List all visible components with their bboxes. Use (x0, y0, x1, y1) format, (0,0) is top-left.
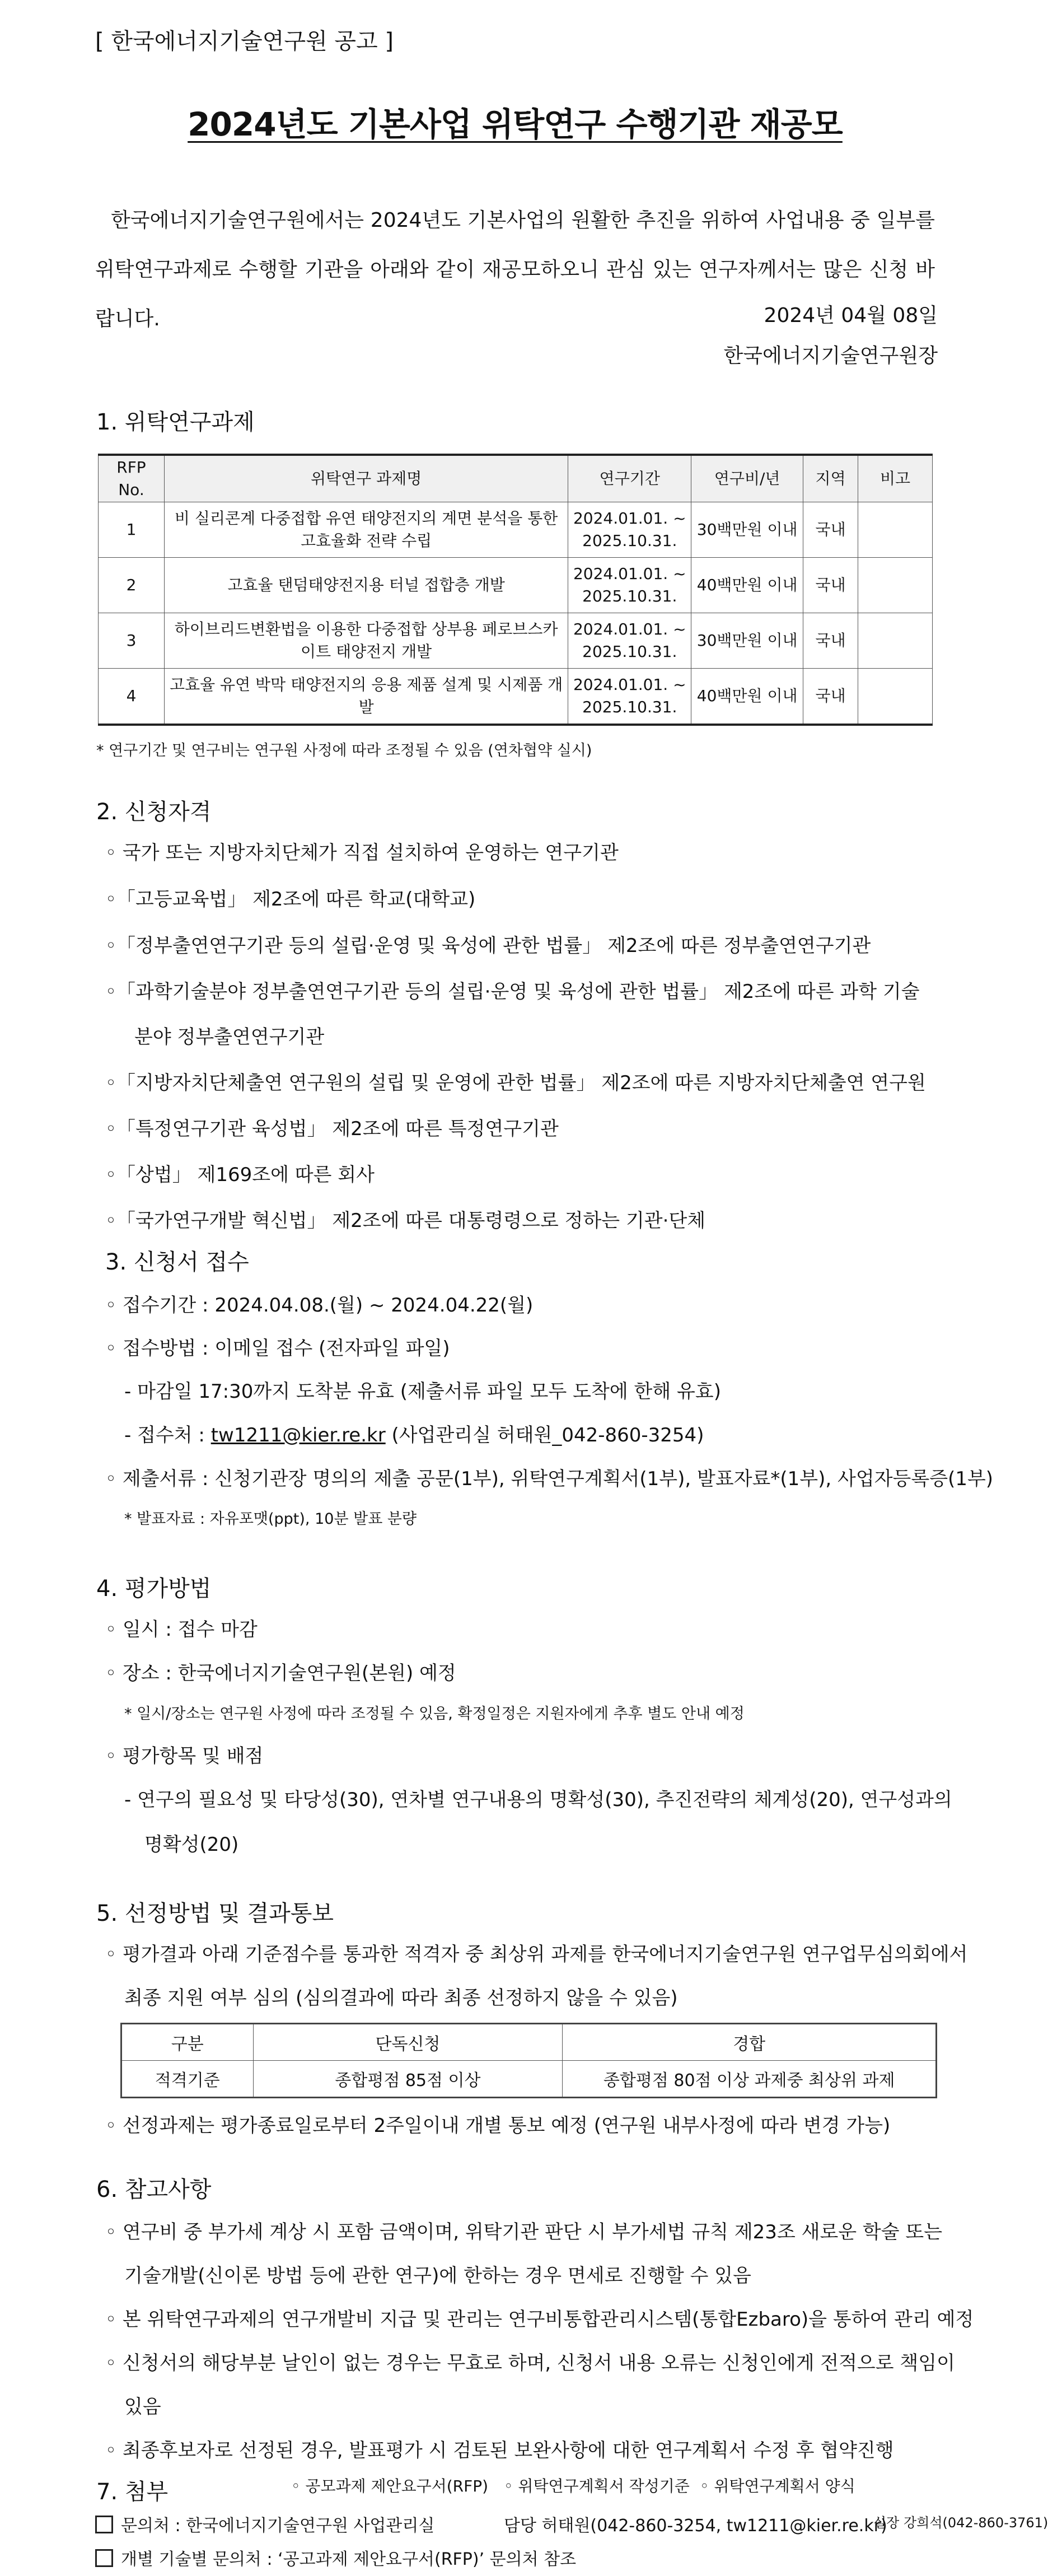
table-cell: 종합평점 85점 이상 (253, 2061, 563, 2098)
reference-line: 기술개발(신이론 방법 등에 관한 연구)에 한하는 경우 면세로 진행할 수 있음 (124, 2265, 751, 2287)
eligibility-item: ◦「지방자치단체출연 연구원의 설립 및 운영에 관한 법률」 제2조에 따른 지방자치단체출연 연구원 (105, 1072, 926, 1094)
section-title-selection: 5. 선정방법 및 결과통보 (96, 1901, 334, 1926)
criteria-title: ◦ 평가항목 및 배점 (105, 1745, 264, 1767)
selection-line: 최종 지원 여부 심의 (심의결과에 따라 최종 선정하지 않을 수 있음) (124, 1987, 678, 2009)
contact-line (95, 2512, 434, 2536)
selection-line: ◦ 평가결과 아래 기준점수를 통과한 적격자 중 최상위 과제를 한국에너지기술연구원 연구업무심의회에서 (105, 1943, 968, 1966)
submission-deadline: - 마감일 17:30까지 도착분 유효 (제출서류 파일 모두 도착에 한해 유효) (124, 1380, 721, 1403)
eligibility-item: ◦「특정연구기관 육성법」 제2조에 따른 특정연구기관 (105, 1118, 559, 1140)
budget: 40백만원 이내 (691, 558, 803, 613)
agency-tag: [ 한국에너지기술연구원 공고 ] (95, 29, 394, 54)
eligibility-item: ◦「정부출연연구기관 등의 설립·운영 및 육성에 관한 법률」 제2조에 따른 정부출연연구기관 (105, 935, 871, 957)
research-period: 2024.01.01. ~ 2025.10.31. (568, 558, 691, 613)
table-header-row (121, 2024, 937, 2061)
eligibility-item: ◦「과학기술분야 정부출연연구기관 등의 설립·운영 및 육성에 관한 법률」 제2조에 따른 과학 기술 (105, 981, 920, 1003)
reference-line: 있음 (124, 2396, 161, 2418)
budget: 30백만원 이내 (691, 613, 803, 669)
checkbox-icon (95, 2516, 113, 2533)
submission-period-label: ◦ 접수기간 : (105, 1294, 215, 1317)
column-header: 위탁연구 과제명 (164, 455, 568, 502)
evaluation-date: ◦ 일시 : 접수 마감 (105, 1618, 258, 1641)
section-title-evaluation: 4. 평가방법 (96, 1576, 212, 1602)
research-period: 2024.01.01. ~ 2025.10.31. (568, 613, 691, 669)
criteria-line: - 연구의 필요성 및 타당성(30), 연차별 연구내용의 명확성(30), 추진전략의 체계성(20), 연구성과의 (124, 1789, 952, 1811)
budget: 40백만원 이내 (691, 669, 803, 725)
eligibility-item: ◦ 국가 또는 지방자치단체가 직접 설치하여 운영하는 연구기관 (105, 842, 619, 864)
rfp-no: 1 (99, 502, 165, 558)
reference-line: ◦ 신청서의 해당부분 날인이 없는 경우는 무효로 하며, 신청서 내용 오류는 신청인에게 전적으로 책임이 (105, 2352, 955, 2374)
eligibility-item: ◦「고등교육법」 제2조에 따른 학교(대학교) (105, 888, 476, 911)
table-note: * 연구기간 및 연구비는 연구원 사정에 따라 조정될 수 있음 (연차협약 실시) (96, 742, 592, 759)
column-header: 경합 (563, 2024, 937, 2061)
column-header: 구분 (121, 2024, 254, 2061)
submission-period (105, 1290, 533, 1317)
region: 국내 (803, 613, 858, 669)
project-name: 고효율 탠덤태양전지용 터널 접합층 개발 (164, 558, 568, 613)
column-header: 지역 (803, 455, 858, 502)
project-name: 비 실리콘계 다중접합 유연 태양전지의 계면 분석을 통한 고효율화 전략 수립 (164, 502, 568, 558)
submission-method: ◦ 접수방법 : 이메일 접수 (전자파일 파일) (105, 1337, 450, 1360)
research-period: 2024.01.01. ~ 2025.10.31. (568, 502, 691, 558)
remark (858, 502, 933, 558)
column-header: 단독신청 (253, 2024, 563, 2061)
remark (858, 669, 933, 725)
research-period: 2024.01.01. ~ 2025.10.31. (568, 669, 691, 725)
signer: 한국에너지기술연구원장 (723, 344, 938, 367)
reference-line: ◦ 최종후보자로 선정된 경우, 발표평가 시 검토된 보완사항에 대한 연구계획서 수정 후 협약진행 (105, 2439, 894, 2462)
table-row (121, 2061, 937, 2098)
rfp-table (98, 454, 933, 726)
project-name: 고효율 유연 박막 태양전지의 응용 제품 설계 및 시제품 개발 (164, 669, 568, 725)
column-header: RFP No. (99, 455, 165, 502)
column-header: 비고 (858, 455, 933, 502)
rfp-no: 2 (99, 558, 165, 613)
criteria-line: 명확성(20) (144, 1833, 239, 1856)
attachment-item: ◦ 위탁연구계획서 양식 (700, 2477, 855, 2495)
column-header: 연구기간 (568, 455, 691, 502)
presentation-note: * 발표자료 : 자유포맷(ppt), 10분 발표 분량 (124, 1510, 417, 1528)
page-title: 2024년도 기본사업 위탁연구 수행기관 재공모 (188, 105, 843, 143)
eligibility-item: ◦「상법」 제169조에 따른 회사 (105, 1164, 375, 1186)
table-row (99, 558, 933, 613)
region: 국내 (803, 669, 858, 725)
evaluation-note: * 일시/장소는 연구원 사정에 따라 조정될 수 있음, 확정일정은 지원자에게 추후 별도 안내 예정 (124, 1705, 745, 1723)
submission-period-value: 2024.04.08.(월) ~ 2024.04.22(월) (214, 1294, 534, 1317)
attachment-item: ◦ 공모과제 제안요구서(RFP) (291, 2477, 489, 2495)
contact-tech: 개별 기술별 문의처 : ‘공고과제 제안요구서(RFP)’ 문의처 참조 (121, 2550, 577, 2569)
table-cell: 종합평점 80점 이상 과제중 최상위 과제 (563, 2061, 937, 2098)
announcement-date: 2024년 04월 08일 (764, 304, 938, 327)
column-header: 연구비/년 (691, 455, 803, 502)
section-title-submission: 3. 신청서 접수 (105, 1249, 249, 1275)
checkbox-icon (95, 2549, 113, 2567)
table-row (99, 502, 933, 558)
selection-criteria-table (120, 2023, 937, 2098)
evaluation-place: ◦ 장소 : 한국에너지기술연구원(본원) 예정 (105, 1662, 456, 1684)
intro-paragraph: 한국에너지기술연구원에서는 2024년도 기본사업의 원활한 추진을 위하여 사업내용 중 일부를 위탁연구과제로 수행할 기관을 아래와 같이 재공모하오니 관심 있는 연구자께서는 많은 신청 바랍니다. (95, 209, 935, 330)
selection-notice: ◦ 선정과제는 평가종료일로부터 2주일이내 개별 통보 예정 (연구원 내부사정에 따라 변경 가능) (105, 2115, 891, 2137)
attachment-item: ◦ 위탁연구계획서 작성기준 (504, 2477, 690, 2495)
budget: 30백만원 이내 (691, 502, 803, 558)
submission-documents: ◦ 제출서류 : 신청기관장 명의의 제출 공문(1부), 위탁연구계획서(1부), 발표자료*(1부), 사업자등록증(1부) (105, 1468, 994, 1490)
section-title-references: 6. 참고사항 (96, 2177, 212, 2202)
contact-suffix: (사업관리실 허태원_042-860-3254) (385, 1424, 704, 1446)
rfp-no: 4 (99, 669, 165, 725)
contact-prefix: - 접수처 : (124, 1424, 211, 1446)
reference-line: ◦ 본 위탁연구과제의 연구개발비 지급 및 관리는 연구비통합관리시스템(통합Ezbaro)을 통하여 관리 예정 (105, 2308, 974, 2331)
reference-line: ◦ 연구비 중 부가세 계상 시 포함 금액이며, 위탁기관 판단 시 부가세법 규칙 제23조 새로운 학술 또는 (105, 2221, 943, 2243)
table-row (99, 613, 933, 669)
table-cell: 적격기준 (121, 2061, 254, 2098)
rfp-no: 3 (99, 613, 165, 669)
eligibility-item-cont: 분야 정부출연연구기관 (134, 1026, 325, 1048)
contact-email-link[interactable]: tw1211@kier.re.kr (210, 1424, 386, 1446)
contact-manager: 담당 허태원(042-860-3254, tw1211@kier.re.kr) (504, 2516, 887, 2536)
eligibility-item: ◦「국가연구개발 혁신법」 제2조에 따른 대통령령으로 정하는 기관·단체 (105, 1210, 706, 1232)
remark (858, 613, 933, 669)
region: 국내 (803, 502, 858, 558)
project-name: 하이브리드변환법을 이용한 다중접합 상부용 페로브스카이트 태양전지 개발 (164, 613, 568, 669)
contact-main: 문의처 : 한국에너지기술연구원 사업관리실 (121, 2516, 435, 2536)
section-title-attachments: 7. 첨부 (96, 2479, 169, 2505)
region: 국내 (803, 558, 858, 613)
remark (858, 558, 933, 613)
contact-director: 실장 강희석(042-860-3761) (873, 2515, 1048, 2531)
submission-contact (124, 1420, 704, 1447)
section-title-eligibility: 2. 신청자격 (96, 799, 212, 825)
table-header-row (99, 455, 933, 502)
section-title-projects: 1. 위탁연구과제 (96, 409, 255, 435)
table-row (99, 669, 933, 725)
contact-line (95, 2545, 576, 2570)
